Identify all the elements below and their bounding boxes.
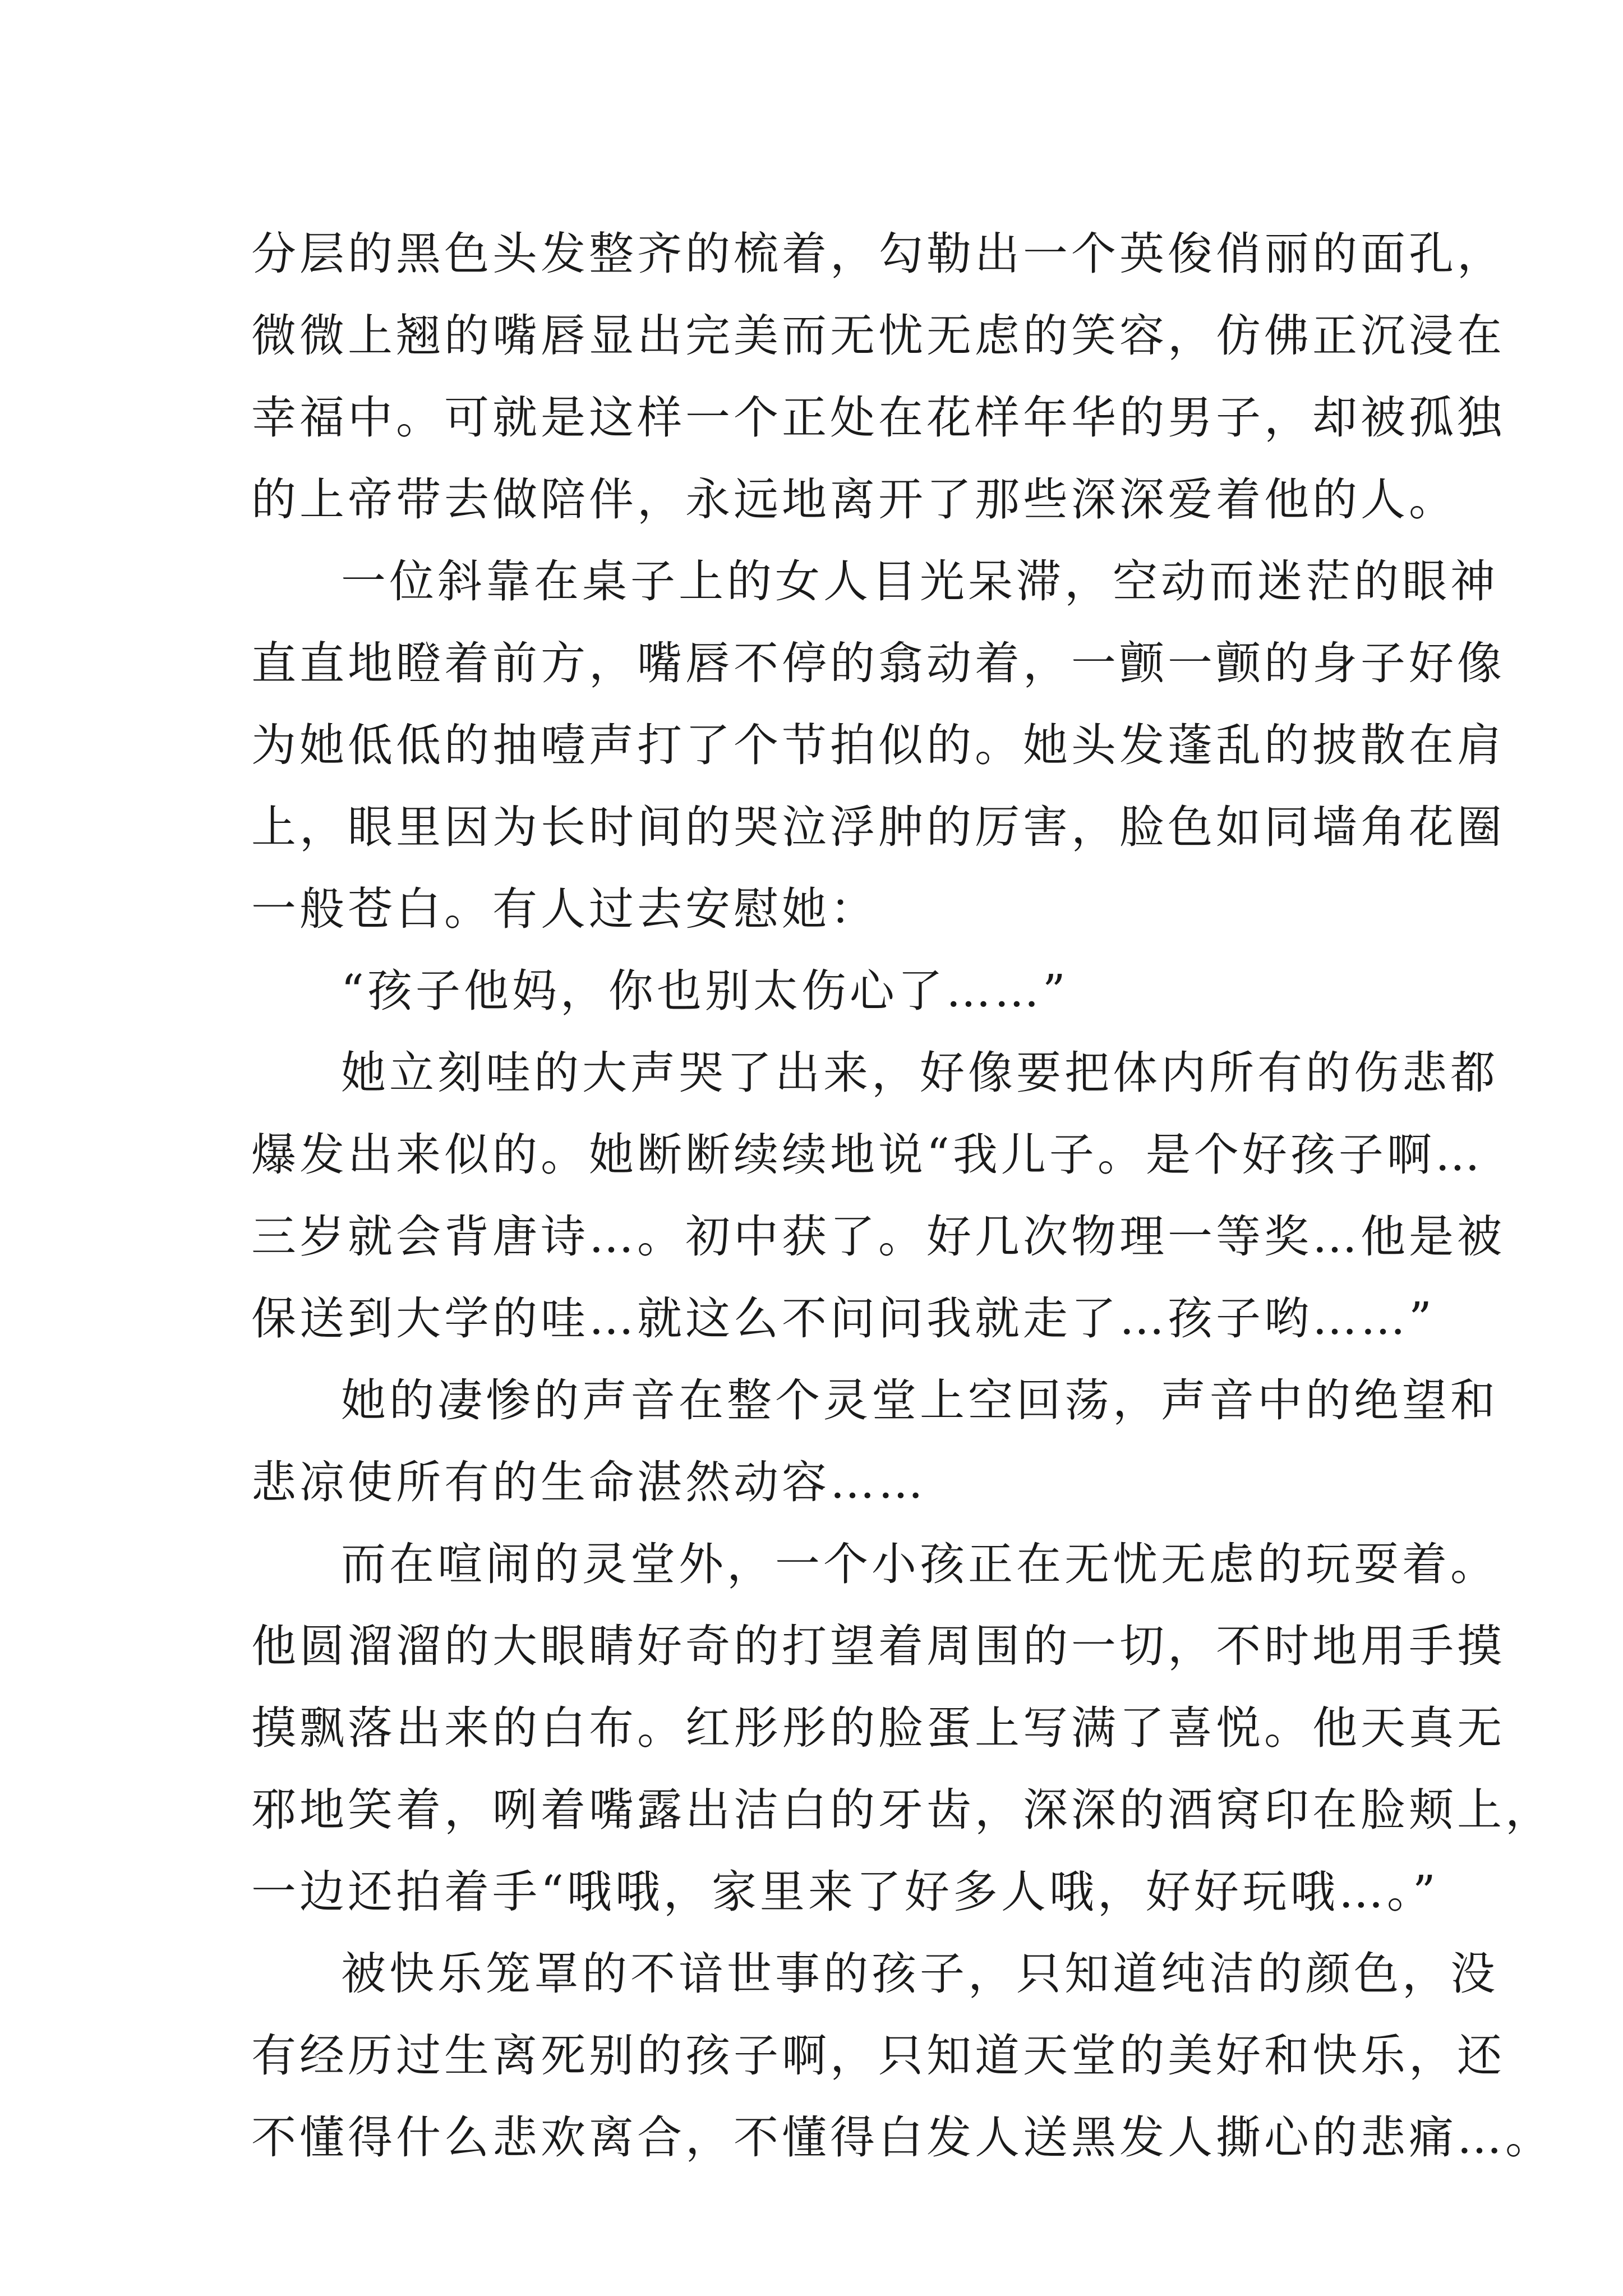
text-line: 而在喧闹的灵堂外，一个小孩正在无忧无虑的玩耍着。 <box>341 1538 1498 1590</box>
text-line: 直直地瞪着前方，嘴唇不停的翕动着，一颤一颤的身子好像 <box>251 637 1505 689</box>
text-line: 幸福中。可就是这样一个正处在花样年华的男子，却被孤独 <box>251 392 1505 444</box>
text-line: “孩子他妈，你也别太伤心了……” <box>341 965 1069 1017</box>
document-body <box>251 213 1553 2179</box>
text-line: 上，眼里因为长时间的哭泣浮肿的厉害，脸色如同墙角花圈 <box>251 801 1505 853</box>
text-line: 不懂得什么悲欢离合，不懂得白发人送黑发人撕心的悲痛…。 <box>251 2111 1553 2164</box>
text-line: 分层的黑色头发整齐的梳着，勾勒出一个英俊俏丽的面孔， <box>251 228 1505 280</box>
text-line: 她立刻哇的大声哭了出来，好像要把体内所有的伤悲都 <box>341 1047 1498 1099</box>
text-line: 摸飘落出来的白布。红彤彤的脸蛋上写满了喜悦。他天真无 <box>251 1702 1505 1754</box>
text-line: 微微上翘的嘴唇显出完美而无忧无虑的笑容，仿佛正沉浸在 <box>251 310 1505 362</box>
text-line: 为她低低的抽噎声打了个节拍似的。她头发蓬乱的披散在肩 <box>251 719 1505 771</box>
text-line: 一位斜靠在桌子上的女人目光呆滞，空动而迷茫的眼神 <box>341 555 1498 608</box>
text-line: 有经历过生离死别的孩子啊，只知道天堂的美好和快乐，还 <box>251 2030 1505 2082</box>
text-line: 一边还拍着手“哦哦，家里来了好多人哦，好好玩哦…。” <box>251 1866 1439 1918</box>
text-line: 邪地笑着，咧着嘴露出洁白的牙齿，深深的酒窝印在脸颊上， <box>251 1784 1553 1836</box>
text-line: 她的凄惨的声音在整个灵堂上空回荡，声音中的绝望和 <box>341 1374 1498 1427</box>
text-line: 的上帝带去做陪伴，永远地离开了那些深深爱着他的人。 <box>251 473 1457 526</box>
text-line: 悲凉使所有的生命湛然动容…… <box>251 1456 926 1508</box>
text-line: 保送到大学的哇…就这么不问问我就走了…孩子哟……” <box>251 1292 1435 1345</box>
text-line: 被快乐笼罩的不谙世事的孩子，只知道纯洁的颜色，没 <box>341 1948 1498 2000</box>
text-line: 他圆溜溜的大眼睛好奇的打望着周围的一切，不时地用手摸 <box>251 1620 1505 1672</box>
text-line: 一般苍白。有人过去安慰她： <box>251 883 878 935</box>
text-line: 三岁就会背唐诗…。初中获了。好几次物理一等奖…他是被 <box>251 1211 1505 1263</box>
text-line: 爆发出来似的。她断断续续地说“我儿子。是个好孩子啊… <box>251 1129 1483 1181</box>
